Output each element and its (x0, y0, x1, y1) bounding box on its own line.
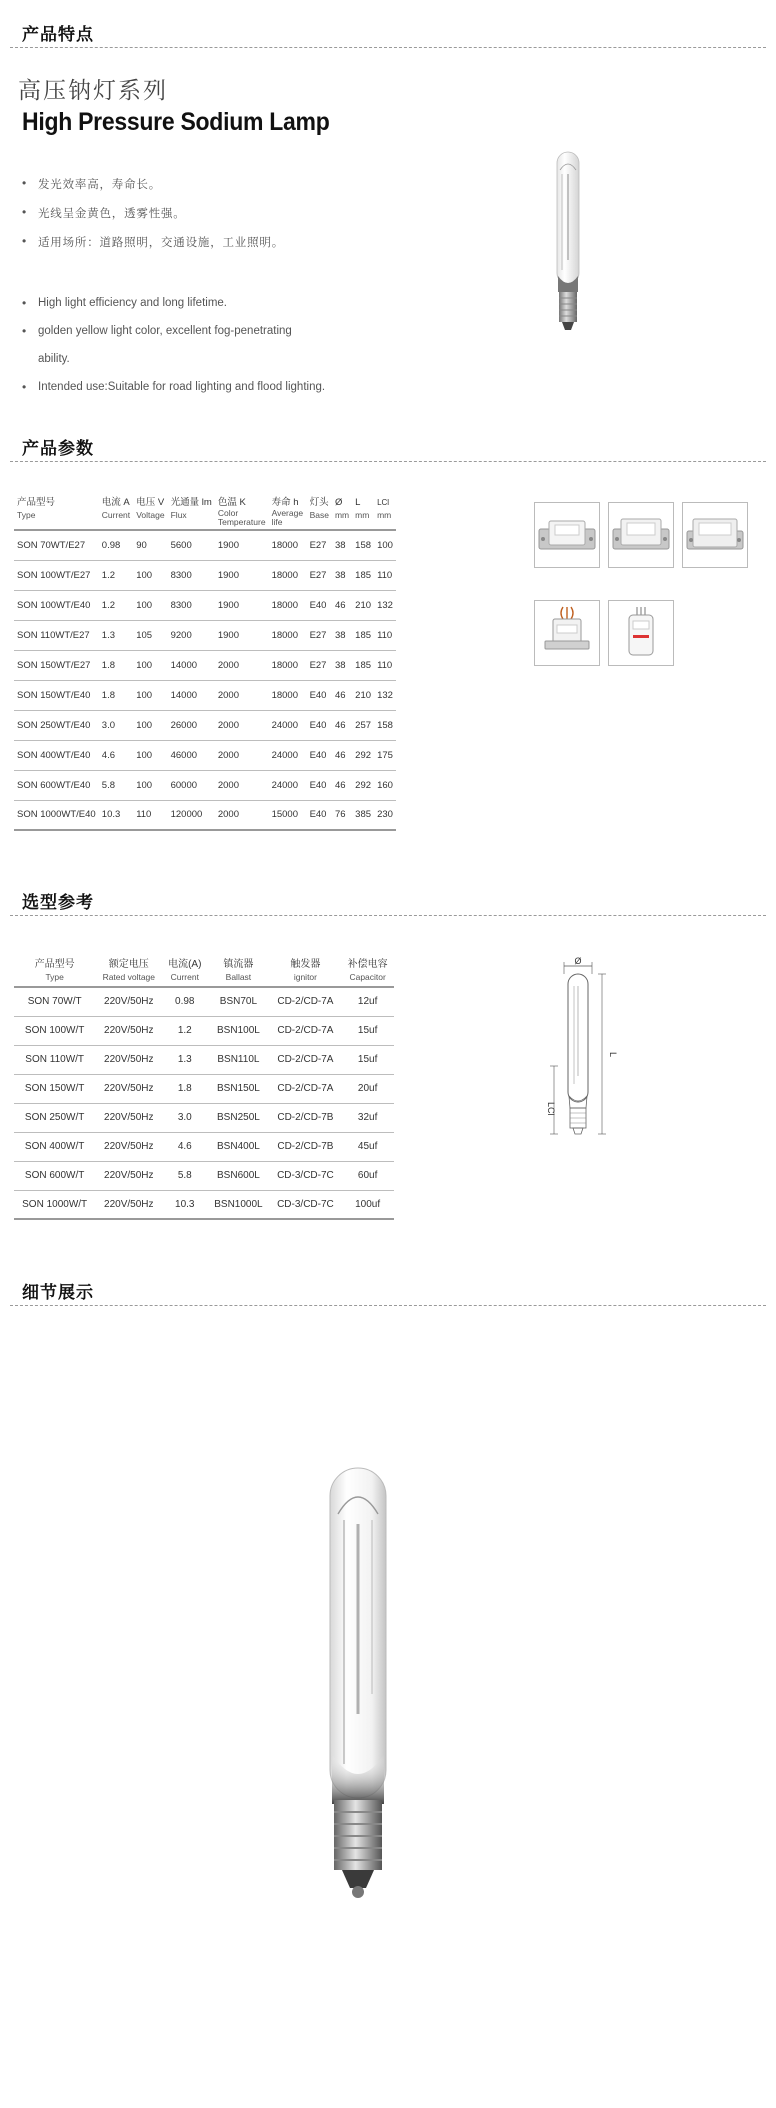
table-cell: 12uf (357, 996, 378, 1008)
column-header: 产品型号 Type (17, 497, 56, 520)
table-cell: 220V/50Hz (104, 1025, 154, 1036)
table-cell: E40 (309, 779, 327, 791)
table-cell: 38 (334, 629, 346, 641)
table-cell: E27 (309, 659, 327, 671)
table-cell: SON 250W/T (24, 1112, 85, 1123)
table-cell: SON 250WT/E40 (17, 719, 91, 731)
table-cell: 2000 (217, 689, 239, 701)
table-cell: 210 (355, 599, 372, 611)
table-cell: 100 (136, 689, 153, 701)
params-table-row (14, 680, 396, 710)
table-cell: CD-3/CD-7C (277, 1170, 334, 1181)
table-cell: 158 (377, 719, 393, 731)
lcl-label: LCl (546, 1102, 556, 1116)
ballast-icon (535, 503, 599, 567)
params-table-row (14, 650, 396, 680)
table-cell: CD-3/CD-7C (277, 1198, 334, 1210)
params-table-row (14, 710, 396, 740)
lamp-dimension-diagram (540, 956, 630, 1144)
table-cell: BSN150L (217, 1083, 260, 1094)
column-header: 额定电压 Rated voltage (102, 959, 156, 982)
table-cell: 100 (136, 599, 153, 611)
table-cell: 1900 (217, 629, 239, 641)
table-cell: CD-2/CD-7A (277, 1083, 334, 1094)
table-cell: 132 (377, 689, 393, 701)
tubular-sodium-lamp-icon (318, 1464, 398, 1914)
table-cell: 10.3 (175, 1198, 195, 1210)
product-title-en: High Pressure Sodium Lamp (22, 108, 330, 136)
product-title-cn: 高压钠灯系列 (18, 77, 168, 103)
table-cell: 100 (136, 659, 153, 671)
params-table-row (14, 530, 396, 560)
table-cell: 15uf (357, 1054, 378, 1065)
column-header: L mm (355, 497, 370, 520)
table-cell: SON 70WT/E27 (17, 539, 86, 551)
params-table-row (14, 590, 396, 620)
lamp-product-image (548, 150, 588, 336)
table-cell: 18000 (271, 569, 298, 581)
table-cell: 24000 (271, 749, 298, 761)
table-cell: CD-2/CD-7A (277, 1054, 334, 1065)
table-cell: E27 (309, 539, 327, 551)
column-header: 镇流器 Ballast (223, 959, 254, 982)
column-header: 电压 V Voltage (136, 497, 165, 520)
features-list-en (22, 289, 362, 401)
table-cell: 185 (355, 659, 372, 671)
table-cell: 220V/50Hz (104, 1141, 154, 1152)
table-cell: BSN400L (217, 1141, 260, 1152)
table-cell: 45uf (357, 1141, 378, 1152)
params-table-row (14, 740, 396, 770)
table-cell: SON 400W/T (24, 1141, 85, 1152)
table-cell: 20uf (357, 1083, 378, 1094)
table-cell: 1.8 (101, 689, 116, 701)
table-cell: 158 (355, 539, 372, 551)
capacitor-icon (609, 601, 673, 665)
section-title: 选型参考 (22, 893, 94, 912)
table-cell: 2000 (217, 659, 239, 671)
table-cell: SON 110W/T (25, 1054, 85, 1065)
table-cell: 100 (136, 719, 153, 731)
table-cell: 100 (377, 539, 393, 551)
table-cell: SON 600WT/E40 (17, 779, 91, 791)
table-cell: E27 (309, 569, 327, 581)
table-cell: 292 (355, 749, 372, 761)
table-cell: 8300 (170, 569, 192, 581)
table-cell: 5.8 (101, 779, 116, 791)
table-cell: 1.2 (101, 569, 116, 581)
section-header-selection (10, 888, 766, 916)
ballast-icon (683, 503, 747, 567)
table-cell: 2000 (217, 719, 239, 731)
table-cell: SON 100W/T (24, 1025, 85, 1036)
table-cell: SON 150WT/E27 (17, 659, 91, 671)
table-cell: BSN100L (217, 1025, 260, 1036)
table-cell: 120000 (170, 809, 203, 821)
table-cell: 100 (136, 779, 153, 791)
tubular-sodium-lamp-icon (548, 150, 588, 336)
table-cell: 46 (334, 749, 346, 761)
table-cell: 46000 (170, 749, 198, 761)
table-cell: 220V/50Hz (104, 1112, 154, 1123)
section-header-details (10, 1278, 766, 1306)
selection-table-row (14, 987, 394, 1016)
params-table-row (14, 620, 396, 650)
column-header: LCl mm (377, 498, 392, 520)
table-cell: 24000 (271, 779, 298, 791)
params-table-row (14, 560, 396, 590)
table-cell: CD-2/CD-7B (277, 1112, 334, 1123)
feature-item: • Intended use:Suitable for road lighting and flood lighting. (22, 373, 362, 401)
selection-table-row (14, 1132, 394, 1161)
ballast-image (682, 502, 748, 568)
table-cell: 18000 (271, 599, 298, 611)
feature-item: • 光线呈金黄色，透雾性强。 (22, 205, 362, 234)
table-cell: 18000 (271, 629, 298, 641)
table-cell: CD-2/CD-7A (277, 1025, 334, 1036)
ballast-image (534, 502, 600, 568)
column-header: 灯头 Base (309, 497, 329, 520)
table-cell: 1.3 (101, 629, 116, 641)
table-cell: 132 (377, 599, 393, 611)
table-cell: SON 110WT/E27 (17, 629, 90, 641)
section-title: 细节展示 (22, 1283, 94, 1302)
table-cell: 292 (355, 779, 372, 791)
table-cell: 15uf (357, 1025, 378, 1036)
table-cell: 3.0 (101, 719, 116, 731)
selection-table-row (14, 1016, 394, 1045)
table-cell: SON 1000WT/E40 (17, 809, 96, 821)
table-cell: SON 70W/T (27, 996, 82, 1008)
table-cell: 32uf (357, 1112, 378, 1123)
section-header-features (10, 20, 766, 48)
table-cell: 0.98 (101, 539, 121, 551)
params-table-header-row (14, 494, 396, 530)
table-cell: 100uf (355, 1198, 381, 1210)
table-cell: 46 (334, 599, 346, 611)
column-header: 寿命 h Average life (271, 497, 304, 527)
table-cell: SON 600W/T (24, 1170, 85, 1181)
table-cell: 110 (136, 809, 152, 821)
ballast-icon (609, 503, 673, 567)
table-cell: 26000 (170, 719, 198, 731)
ignitor-icon (535, 601, 599, 665)
feature-item: • 发光效率高，寿命长。 (22, 176, 362, 205)
table-cell: BSN110L (217, 1054, 260, 1065)
column-header: Ø mm (334, 497, 350, 520)
table-cell: 15000 (271, 809, 298, 821)
table-cell: 185 (355, 569, 372, 581)
table-cell: 110 (377, 569, 393, 581)
diameter-label: Ø (574, 956, 582, 966)
feature-item-continued: ability. (38, 353, 70, 365)
table-cell: CD-2/CD-7A (277, 996, 334, 1008)
selection-table-row (14, 1190, 394, 1219)
selection-table-header-row (14, 956, 394, 987)
section-header-params (10, 434, 766, 462)
table-cell: 1900 (217, 569, 239, 581)
table-cell: 14000 (170, 659, 198, 671)
table-cell: BSN250L (217, 1112, 260, 1123)
table-cell: E40 (309, 689, 327, 701)
table-cell: 257 (355, 719, 372, 731)
table-cell: BSN70L (219, 996, 258, 1008)
table-cell: 8300 (170, 599, 192, 611)
table-cell: 4.6 (101, 749, 116, 761)
table-cell: 105 (136, 629, 153, 641)
params-table (14, 494, 396, 831)
table-cell: 18000 (271, 539, 298, 551)
column-header: 产品型号 Type (34, 959, 75, 982)
table-cell: E40 (309, 809, 327, 821)
params-table-row (14, 770, 396, 800)
column-header: 触发器 ignitor (290, 959, 321, 982)
length-label: L (608, 1052, 618, 1058)
section-title: 产品特点 (22, 25, 94, 44)
selection-table-row (14, 1103, 394, 1132)
table-cell: 1900 (217, 599, 239, 611)
table-cell: 9200 (170, 629, 192, 641)
selection-table-row (14, 1045, 394, 1074)
table-cell: 220V/50Hz (104, 1054, 154, 1065)
selection-table (14, 956, 394, 1220)
table-cell: 100 (136, 569, 153, 581)
section-title: 产品参数 (22, 439, 94, 458)
table-cell: BSN1000L (214, 1198, 263, 1210)
table-cell: 38 (334, 659, 346, 671)
table-cell: SON 1000W/T (22, 1198, 88, 1210)
features-list-cn (22, 176, 362, 263)
table-cell: 18000 (271, 659, 298, 671)
table-cell: 2000 (217, 749, 239, 761)
table-cell: 10.3 (101, 809, 121, 821)
table-cell: 385 (355, 809, 372, 821)
table-cell: 5.8 (177, 1170, 192, 1181)
table-cell: SON 150WT/E40 (17, 689, 91, 701)
feature-item: • golden yellow light color, excellent fog-penetrating (22, 317, 362, 345)
table-cell: 3.0 (177, 1112, 192, 1123)
feature-item: • 适用场所：道路照明，交通设施，工业照明。 (22, 234, 362, 263)
table-cell: E40 (309, 749, 327, 761)
column-header: 电流(A) Current (168, 959, 202, 982)
table-cell: 220V/50Hz (104, 1170, 154, 1181)
column-header: 补偿电容 Capacitor (347, 959, 388, 982)
table-cell: SON 100WT/E27 (17, 569, 91, 581)
feature-item: • High light efficiency and long lifetime. (22, 289, 362, 317)
table-cell: 100 (136, 749, 153, 761)
table-cell: 220V/50Hz (104, 1198, 154, 1210)
table-cell: 46 (334, 779, 346, 791)
table-cell: 38 (334, 569, 346, 581)
column-header: 色温 K Color Temperature (217, 497, 266, 527)
table-cell: 220V/50Hz (104, 1083, 154, 1094)
table-cell: 46 (334, 689, 346, 701)
table-cell: 1900 (217, 539, 239, 551)
capacitor-image (608, 600, 674, 666)
table-cell: 14000 (170, 689, 198, 701)
table-cell: 110 (377, 629, 393, 641)
table-cell: SON 100WT/E40 (17, 599, 91, 611)
table-cell: E40 (309, 719, 327, 731)
column-header: 光通量 lm Flux (170, 497, 212, 520)
table-cell: 230 (377, 809, 393, 821)
table-cell: 0.98 (175, 996, 195, 1008)
table-cell: 2000 (217, 779, 239, 791)
selection-table-row (14, 1161, 394, 1190)
table-cell: 4.6 (177, 1141, 192, 1152)
table-cell: 18000 (271, 689, 298, 701)
column-header: 电流 A Current (101, 497, 131, 520)
table-cell: 220V/50Hz (104, 996, 154, 1008)
table-cell: 46 (334, 719, 346, 731)
table-cell: 1.2 (101, 599, 116, 611)
table-cell: 38 (334, 539, 346, 551)
table-cell: SON 400WT/E40 (17, 749, 91, 761)
table-cell: CD-2/CD-7B (277, 1141, 334, 1152)
table-cell: 60uf (357, 1170, 378, 1181)
table-cell: 175 (377, 749, 393, 761)
ignitor-image (534, 600, 600, 666)
table-cell: 1.8 (101, 659, 116, 671)
table-cell: 185 (355, 629, 372, 641)
table-cell: 24000 (271, 719, 298, 731)
table-cell: 1.2 (177, 1025, 192, 1036)
table-cell: 5600 (170, 539, 192, 551)
ballast-image (608, 502, 674, 568)
lamp-detail-image (318, 1464, 398, 1914)
table-cell: 76 (334, 809, 346, 821)
table-cell: 160 (377, 779, 393, 791)
table-cell: 2000 (217, 809, 239, 821)
table-cell: 1.8 (177, 1083, 192, 1094)
table-cell: SON 150W/T (24, 1083, 85, 1094)
table-cell: E40 (309, 599, 327, 611)
table-cell: 1.3 (177, 1054, 192, 1065)
table-cell: BSN600L (217, 1170, 260, 1181)
table-cell: 60000 (170, 779, 198, 791)
params-table-row (14, 800, 396, 830)
table-cell: 210 (355, 689, 372, 701)
table-cell: E27 (309, 629, 327, 641)
table-cell: 90 (136, 539, 147, 551)
table-cell: 110 (377, 659, 393, 671)
selection-table-row (14, 1074, 394, 1103)
